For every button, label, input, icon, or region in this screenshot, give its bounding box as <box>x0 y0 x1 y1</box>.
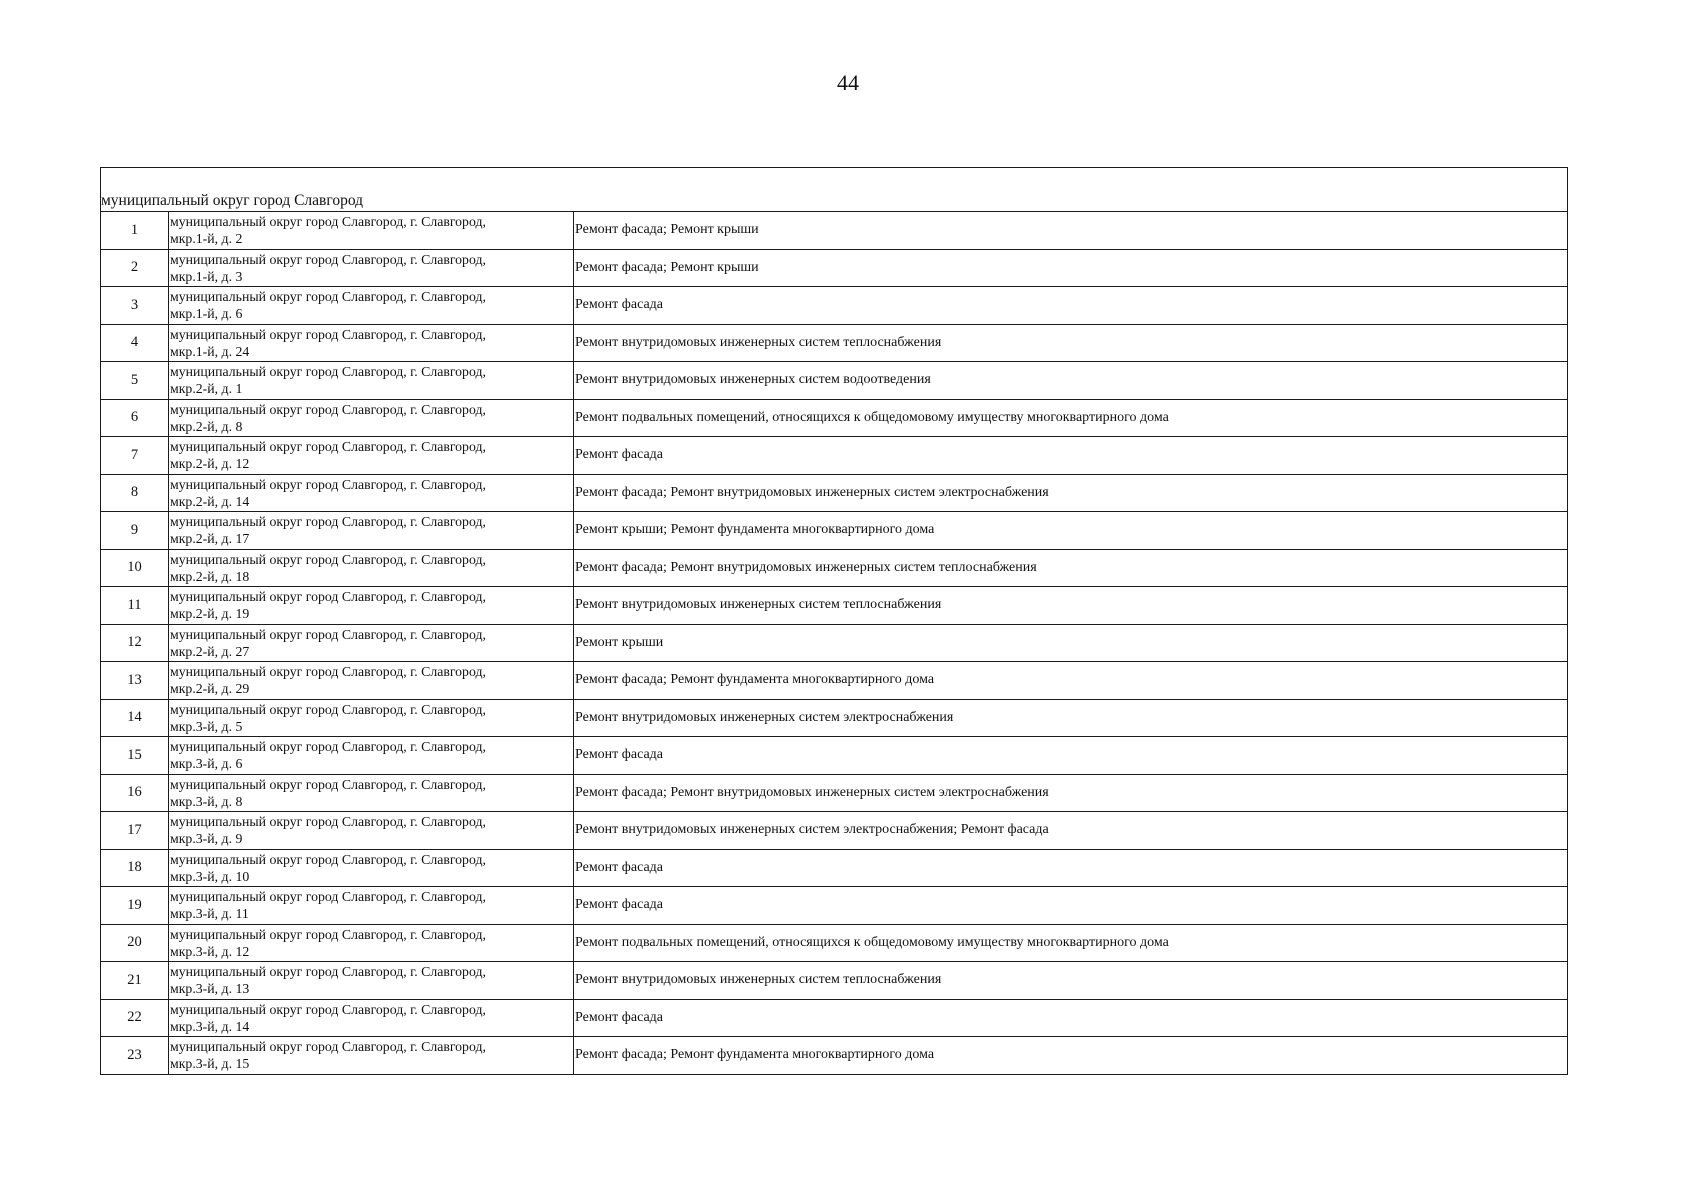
table-row <box>101 774 1568 812</box>
row-work-type: Ремонт внутридомовых инженерных систем электроснабжения <box>574 699 1568 737</box>
table-row <box>101 849 1568 887</box>
address-line-2: мкр.3-й, д. 6 <box>170 756 243 772</box>
row-address <box>169 549 574 587</box>
address-line-2: мкр.3-й, д. 15 <box>170 1056 250 1072</box>
row-address <box>169 587 574 625</box>
row-number: 3 <box>101 287 169 325</box>
address-line-1: муниципальный округ город Славгород, г. Славгород, <box>170 889 486 905</box>
address-line-2: мкр.3-й, д. 12 <box>170 943 250 959</box>
address-line-1: муниципальный округ город Славгород, г. Славгород, <box>170 401 486 417</box>
address-line-1: муниципальный округ город Славгород, г. Славгород, <box>170 439 486 455</box>
address-line-2: мкр.1-й, д. 6 <box>170 306 243 322</box>
table-row <box>101 737 1568 775</box>
row-work-type: Ремонт фасада <box>574 849 1568 887</box>
row-address <box>169 624 574 662</box>
section-header-row <box>101 168 1568 212</box>
row-number: 23 <box>101 1037 169 1075</box>
row-work-type: Ремонт фасада <box>574 737 1568 775</box>
row-work-type: Ремонт внутридомовых инженерных систем теплоснабжения <box>574 324 1568 362</box>
row-work-type: Ремонт внутридомовых инженерных систем водоотведения <box>574 362 1568 400</box>
row-number: 5 <box>101 362 169 400</box>
address-line-1: муниципальный округ город Славгород, г. Славгород, <box>170 814 486 830</box>
row-work-type: Ремонт подвальных помещений, относящихся к общедомовому имуществу многоквартирного дома <box>574 924 1568 962</box>
row-work-type: Ремонт внутридомовых инженерных систем теплоснабжения <box>574 587 1568 625</box>
row-address <box>169 737 574 775</box>
row-work-type: Ремонт фасада; Ремонт фундамента многоквартирного дома <box>574 662 1568 700</box>
row-work-type: Ремонт внутридомовых инженерных систем электроснабжения; Ремонт фасада <box>574 812 1568 850</box>
row-work-type: Ремонт фасада <box>574 287 1568 325</box>
row-work-type: Ремонт крыши <box>574 624 1568 662</box>
address-line-1: муниципальный округ город Славгород, г. Славгород, <box>170 551 486 567</box>
address-line-2: мкр.2-й, д. 8 <box>170 418 243 434</box>
row-number: 1 <box>101 212 169 250</box>
row-work-type: Ремонт фасада <box>574 887 1568 925</box>
row-number: 17 <box>101 812 169 850</box>
row-work-type: Ремонт внутридомовых инженерных систем теплоснабжения <box>574 962 1568 1000</box>
section-title: муниципальный округ город Славгород <box>101 168 1568 212</box>
row-number: 10 <box>101 549 169 587</box>
table-row <box>101 587 1568 625</box>
address-line-1: муниципальный округ город Славгород, г. Славгород, <box>170 739 486 755</box>
row-work-type: Ремонт фасада; Ремонт внутридомовых инженерных систем электроснабжения <box>574 774 1568 812</box>
address-line-2: мкр.2-й, д. 1 <box>170 381 243 397</box>
row-address <box>169 887 574 925</box>
table-row <box>101 699 1568 737</box>
address-line-2: мкр.3-й, д. 10 <box>170 868 250 884</box>
address-line-2: мкр.2-й, д. 14 <box>170 493 250 509</box>
table-row <box>101 924 1568 962</box>
table-row <box>101 999 1568 1037</box>
row-number: 12 <box>101 624 169 662</box>
row-address <box>169 1037 574 1075</box>
row-number: 20 <box>101 924 169 962</box>
row-number: 22 <box>101 999 169 1037</box>
address-line-2: мкр.2-й, д. 27 <box>170 643 250 659</box>
row-work-type: Ремонт фасада; Ремонт фундамента многоквартирного дома <box>574 1037 1568 1075</box>
address-line-2: мкр.3-й, д. 5 <box>170 718 243 734</box>
table-row <box>101 662 1568 700</box>
address-line-1: муниципальный округ город Славгород, г. Славгород, <box>170 326 486 342</box>
row-address <box>169 474 574 512</box>
address-line-1: муниципальный округ город Славгород, г. Славгород, <box>170 851 486 867</box>
address-line-1: муниципальный округ город Славгород, г. Славгород, <box>170 701 486 717</box>
address-line-2: мкр.2-й, д. 12 <box>170 456 250 472</box>
address-line-1: муниципальный округ город Славгород, г. Славгород, <box>170 289 486 305</box>
row-address <box>169 249 574 287</box>
row-address <box>169 512 574 550</box>
table-row <box>101 249 1568 287</box>
address-line-1: муниципальный округ город Славгород, г. Славгород, <box>170 251 486 267</box>
page-number: 44 <box>837 70 859 95</box>
table-row <box>101 287 1568 325</box>
row-number: 18 <box>101 849 169 887</box>
row-number: 16 <box>101 774 169 812</box>
row-address <box>169 212 574 250</box>
address-line-1: муниципальный округ город Славгород, г. Славгород, <box>170 1039 486 1055</box>
table-row <box>101 962 1568 1000</box>
address-line-2: мкр.2-й, д. 19 <box>170 606 250 622</box>
row-address <box>169 962 574 1000</box>
address-line-2: мкр.1-й, д. 2 <box>170 231 243 247</box>
row-address <box>169 437 574 475</box>
table-row <box>101 437 1568 475</box>
row-number: 6 <box>101 399 169 437</box>
address-line-2: мкр.1-й, д. 3 <box>170 268 243 284</box>
address-line-1: муниципальный округ город Славгород, г. Славгород, <box>170 626 486 642</box>
row-address <box>169 699 574 737</box>
table-body <box>101 168 1568 1075</box>
row-number: 11 <box>101 587 169 625</box>
address-line-1: муниципальный округ город Славгород, г. Славгород, <box>170 926 486 942</box>
table-row <box>101 324 1568 362</box>
address-line-1: муниципальный округ город Славгород, г. Славгород, <box>170 364 486 380</box>
row-work-type: Ремонт фасада; Ремонт внутридомовых инженерных систем теплоснабжения <box>574 549 1568 587</box>
address-line-2: мкр.3-й, д. 13 <box>170 981 250 997</box>
row-address <box>169 662 574 700</box>
address-line-1: муниципальный округ город Славгород, г. Славгород, <box>170 589 486 605</box>
repair-table <box>100 167 1568 1075</box>
row-address <box>169 287 574 325</box>
address-line-1: муниципальный округ город Славгород, г. Славгород, <box>170 214 486 230</box>
row-number: 8 <box>101 474 169 512</box>
row-address <box>169 924 574 962</box>
row-address <box>169 774 574 812</box>
row-number: 9 <box>101 512 169 550</box>
table-row <box>101 1037 1568 1075</box>
address-line-1: муниципальный округ город Славгород, г. Славгород, <box>170 1001 486 1017</box>
row-number: 19 <box>101 887 169 925</box>
address-line-2: мкр.3-й, д. 8 <box>170 793 243 809</box>
address-line-2: мкр.3-й, д. 11 <box>170 906 249 922</box>
table-row <box>101 887 1568 925</box>
address-line-1: муниципальный округ город Славгород, г. Славгород, <box>170 514 486 530</box>
row-work-type: Ремонт подвальных помещений, относящихся к общедомовому имуществу многоквартирного дома <box>574 399 1568 437</box>
row-work-type: Ремонт фасада; Ремонт внутридомовых инженерных систем электроснабжения <box>574 474 1568 512</box>
row-work-type: Ремонт фасада; Ремонт крыши <box>574 249 1568 287</box>
row-number: 15 <box>101 737 169 775</box>
address-line-1: муниципальный округ город Славгород, г. Славгород, <box>170 776 486 792</box>
row-work-type: Ремонт фасада; Ремонт крыши <box>574 212 1568 250</box>
address-line-1: муниципальный округ город Славгород, г. Славгород, <box>170 964 486 980</box>
row-address <box>169 362 574 400</box>
row-work-type: Ремонт фасада <box>574 999 1568 1037</box>
table-row <box>101 212 1568 250</box>
address-line-2: мкр.2-й, д. 29 <box>170 681 250 697</box>
row-number: 7 <box>101 437 169 475</box>
table-row <box>101 549 1568 587</box>
table-row <box>101 474 1568 512</box>
row-address <box>169 399 574 437</box>
row-number: 13 <box>101 662 169 700</box>
address-line-2: мкр.1-й, д. 24 <box>170 343 250 359</box>
row-number: 21 <box>101 962 169 1000</box>
row-number: 4 <box>101 324 169 362</box>
table-row <box>101 362 1568 400</box>
address-line-1: муниципальный округ город Славгород, г. Славгород, <box>170 664 486 680</box>
row-work-type: Ремонт крыши; Ремонт фундамента многоквартирного дома <box>574 512 1568 550</box>
row-number: 14 <box>101 699 169 737</box>
table-row <box>101 812 1568 850</box>
row-number: 2 <box>101 249 169 287</box>
row-address <box>169 812 574 850</box>
row-address <box>169 849 574 887</box>
table-row <box>101 624 1568 662</box>
row-address <box>169 999 574 1037</box>
row-work-type: Ремонт фасада <box>574 437 1568 475</box>
row-address <box>169 324 574 362</box>
table-row <box>101 399 1568 437</box>
address-line-2: мкр.3-й, д. 14 <box>170 1018 250 1034</box>
address-line-2: мкр.3-й, д. 9 <box>170 831 243 847</box>
table-row <box>101 512 1568 550</box>
address-line-1: муниципальный округ город Славгород, г. Славгород, <box>170 476 486 492</box>
address-line-2: мкр.2-й, д. 17 <box>170 531 250 547</box>
address-line-2: мкр.2-й, д. 18 <box>170 568 250 584</box>
